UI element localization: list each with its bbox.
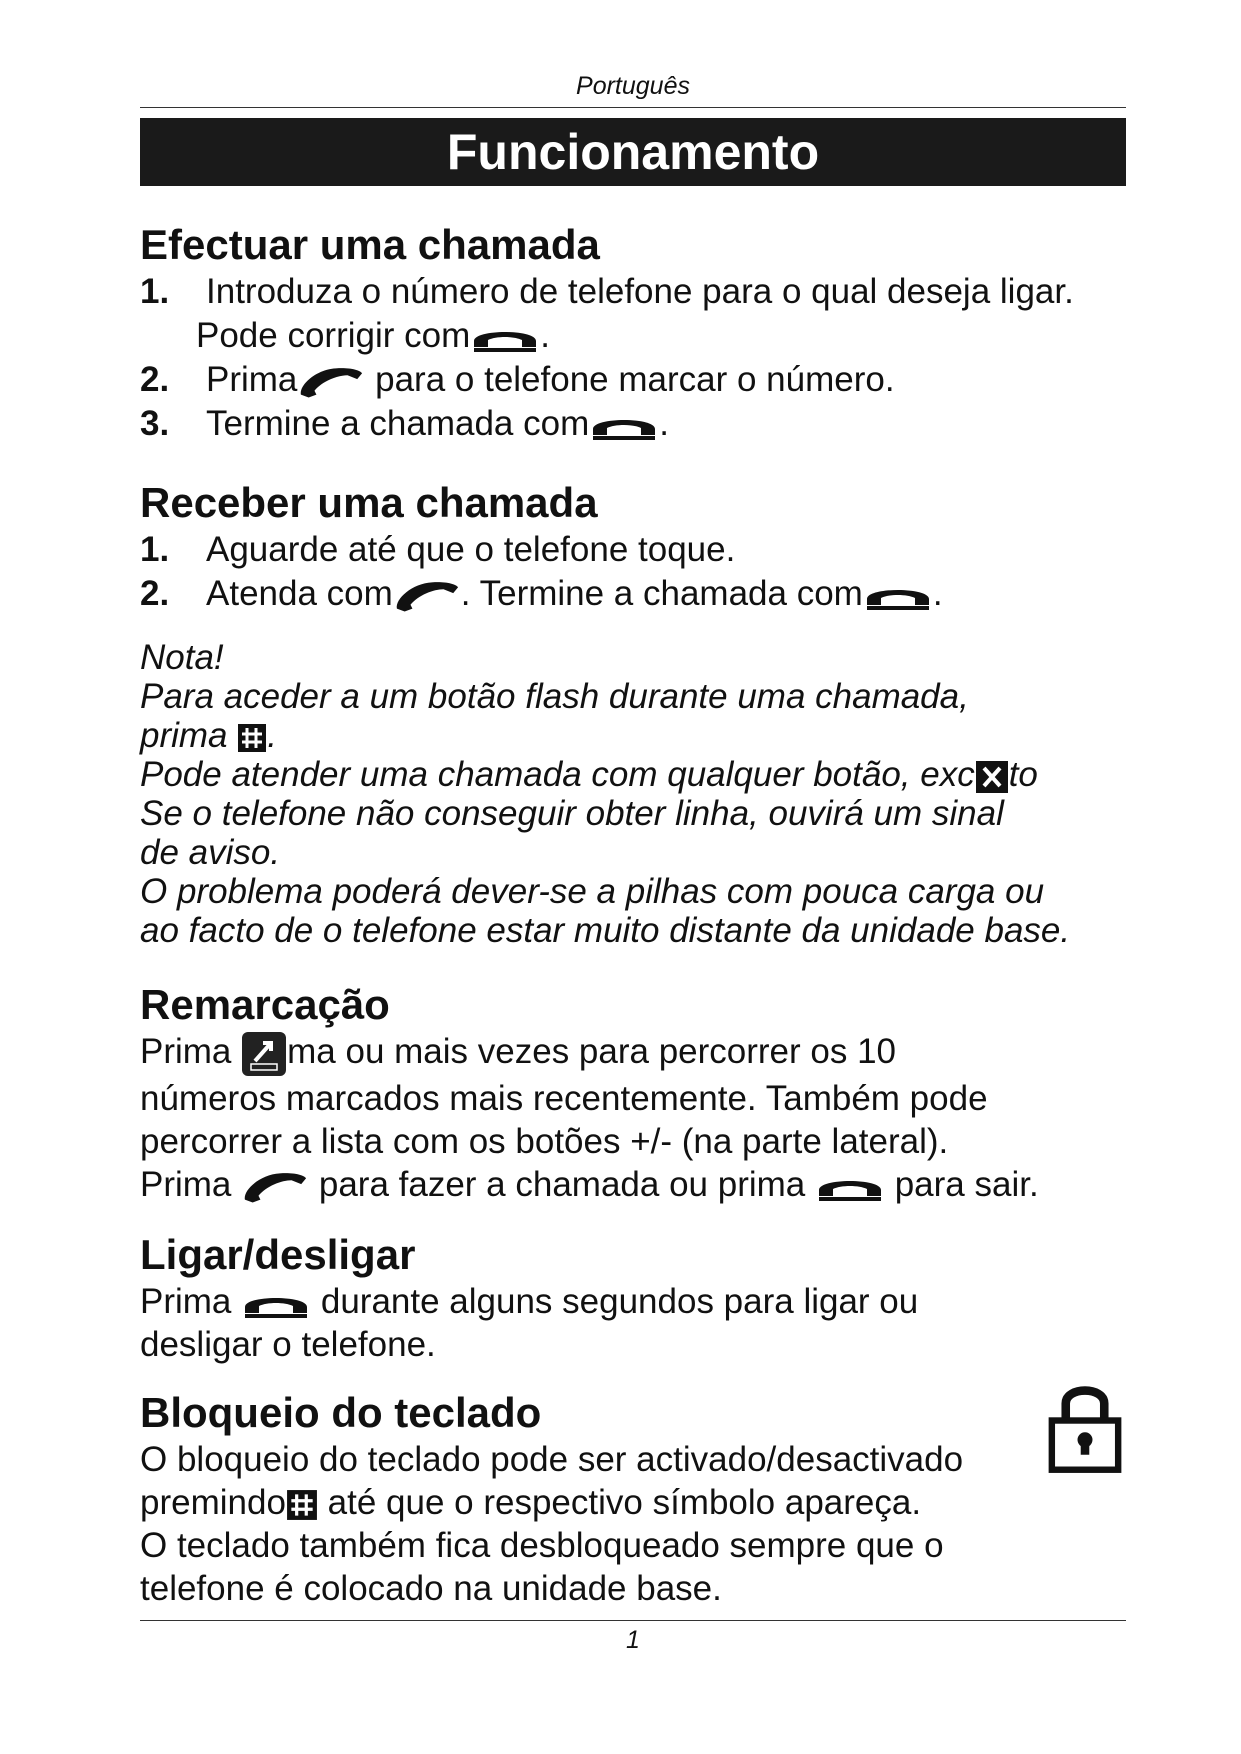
note-line: Para aceder a um botão flash durante uma chamada, [140,677,969,716]
language-label: Português [576,72,690,100]
padlock-icon [1046,1382,1124,1479]
call-icon [297,365,365,399]
hangup-icon [470,323,540,353]
step-text: Introduza o número de telefone para o qual deseja ligar. [206,272,1074,311]
redial-key-icon [241,1031,287,1077]
paragraph-line: O bloqueio do teclado pode ser activado/desactivado [140,1440,964,1479]
note-text-end: . [267,716,277,755]
hash-key-icon [237,723,267,753]
hangup-icon [863,581,933,611]
para-text: para fazer a chamada ou prima [309,1164,806,1204]
step-text: Termine a chamada com [206,404,590,443]
section-power [140,1230,1220,1366]
call-icon [393,579,461,613]
section-receive-call [140,478,1220,616]
para-text: premindo [140,1483,286,1522]
section-title: Bloqueio do teclado [140,1389,542,1436]
step-text: Prima [206,360,298,399]
note-text: Pode atender uma chamada com qualquer botão, exc [140,755,975,794]
step-number: 1. [140,530,170,569]
step-text: Aguarde até que o telefone toque. [206,530,736,569]
para-text: durante alguns segundos para ligar ou [311,1282,919,1321]
step-text: Pode corrigir com [196,316,471,355]
para-text: Prima [140,1164,232,1204]
note-line: Se o telefone não conseguir obter linha, ouvirá um sinal [140,794,1004,833]
paragraph-line: desligar o telefone. [140,1325,436,1364]
step-3 [140,402,1220,446]
hangup-icon [241,1289,311,1319]
para-text: para sair. [884,1164,1039,1204]
note-line [140,716,1220,755]
para-text: Prima [140,1032,232,1071]
note-block [140,638,1220,950]
step-2 [140,358,1220,402]
section-redial [140,980,1220,1206]
paragraph-line [140,1030,1220,1077]
section-title: Receber uma chamada [140,479,598,526]
paragraph-line: percorrer a lista com os botões +/- (na parte lateral). [140,1121,949,1161]
step-text-end: para o telefone marcar o número. [365,360,895,399]
hangup-icon [589,411,659,441]
step-text-end: . [540,316,550,355]
step-text-end: . [659,404,669,443]
note-text-end: to [1008,755,1038,794]
section-title: Efectuar uma chamada [140,221,600,268]
paragraph-line: números marcados mais recentemente. Também pode [140,1078,988,1118]
footer-rule [140,1620,1126,1621]
note-title: Nota! [140,638,224,677]
para-text: até que o respectivo símbolo apareça. [317,1483,922,1522]
header-rule [140,107,1126,108]
para-text: ma ou mais vezes para percorrer os 10 [287,1032,897,1071]
section-title: Remarcação [140,981,390,1028]
paragraph-line: O teclado também fica desbloqueado sempre que o [140,1526,944,1565]
step-number: 2. [140,574,170,613]
hangup-icon [815,1172,885,1202]
page-number: 1 [626,1626,640,1654]
cancel-key-icon [975,760,1009,794]
step-1-continued [140,314,1220,358]
note-line: de aviso. [140,833,281,872]
section-make-call [140,220,1220,446]
page-title: Funcionamento [140,118,1126,186]
para-text: Prima [140,1282,232,1321]
note-line [140,755,1220,794]
paragraph-line [140,1280,1220,1323]
step-text: Atenda com [206,574,393,613]
note-text: prima [140,716,228,755]
hash-key-icon [286,1489,318,1521]
paragraph-line: telefone é colocado na unidade base. [140,1569,722,1608]
step-text-end: . [932,574,943,613]
step-number: 1. [140,272,170,311]
step-1 [140,528,1220,572]
step-text-mid: . Termine a chamada com [460,574,863,613]
note-line: O problema poderá dever-se a pilhas com pouca carga ou [140,872,1045,911]
step-1 [140,270,1220,314]
note-line: ao facto de o telefone estar muito distante da unidade base. [140,911,1071,950]
paragraph-line [140,1163,1220,1206]
step-number: 3. [140,404,170,443]
call-icon [241,1170,309,1204]
section-title: Ligar/desligar [140,1231,416,1278]
step-number: 2. [140,360,170,399]
paragraph-line [140,1481,1220,1524]
step-2 [140,572,1220,616]
